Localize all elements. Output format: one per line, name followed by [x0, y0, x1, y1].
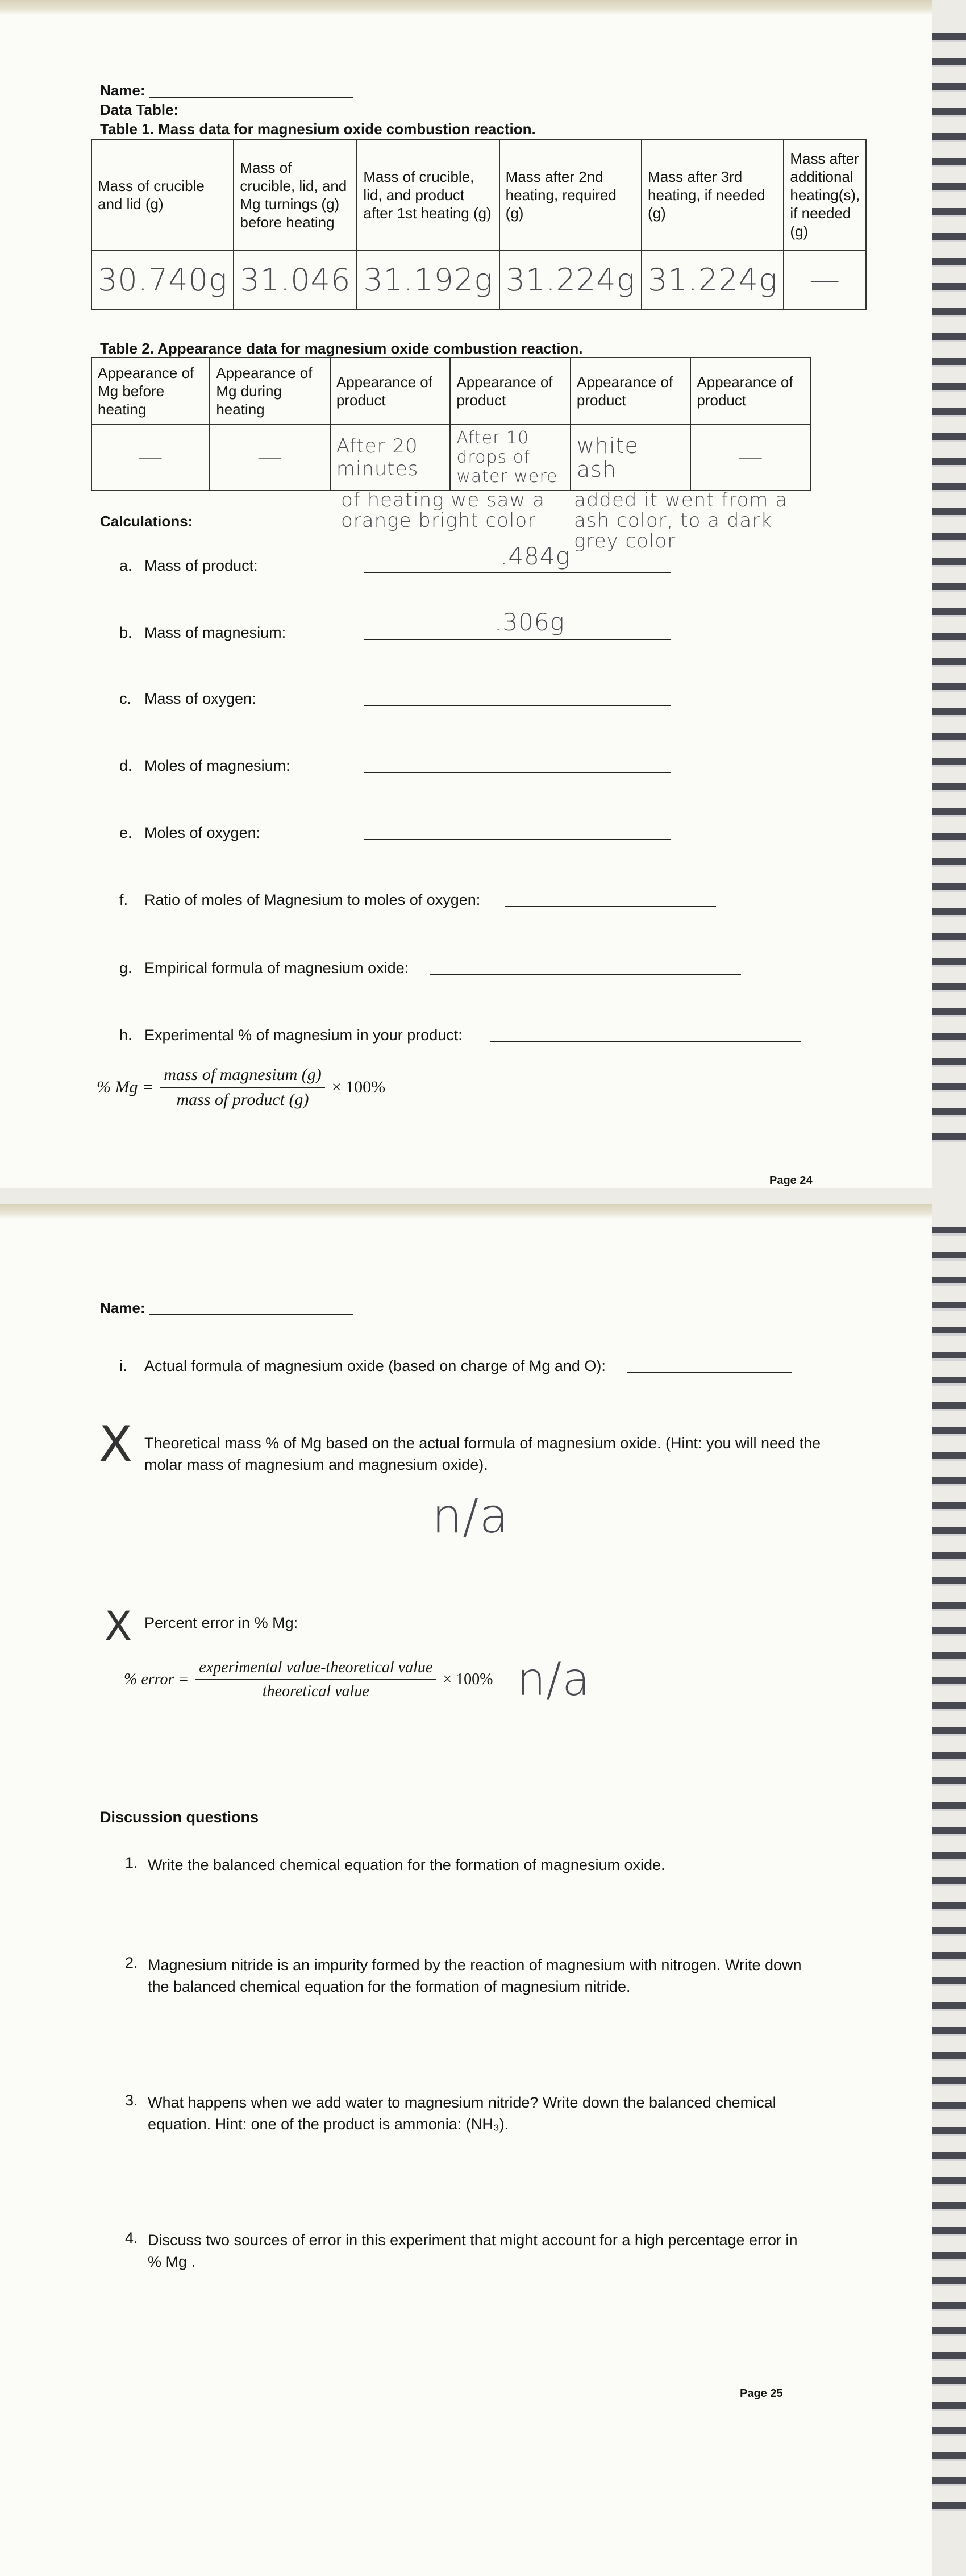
discussion-question-1 [125, 1854, 807, 1876]
calc-letter: g. [119, 959, 132, 977]
name-label: Name: [100, 82, 145, 99]
discussion-title: Discussion questions [100, 1809, 259, 1826]
formula-lhs: % Mg = [97, 1078, 154, 1096]
table1-title: Table 1. Mass data for magnesium oxide combustion reaction. [100, 121, 536, 138]
table1-cell: 31.224g [499, 251, 642, 310]
data-table-label: Data Table: [100, 101, 179, 118]
page-number: Page 24 [769, 1174, 813, 1187]
spiral-binding [932, 23, 966, 1148]
handwritten-note-heating: of heating we saw a orange bright color [341, 489, 545, 532]
answer-line-d[interactable] [364, 772, 671, 773]
table1-cell: 31.224g [642, 251, 784, 310]
calculations-label: Calculations: [100, 513, 193, 530]
calc-item-g [119, 959, 409, 977]
question-number: 1. [125, 1854, 138, 1871]
torn-edge [0, 1204, 932, 1219]
discussion-question-3 [125, 2092, 807, 2135]
item-i-letter: i. [119, 1357, 127, 1374]
formula-tail: × 100% [331, 1078, 386, 1096]
calc-letter: h. [119, 1027, 132, 1044]
table2-header: Appearance of Mg before heating [91, 358, 210, 425]
question-number: 4. [125, 2229, 138, 2246]
name-line[interactable] [149, 1314, 353, 1315]
calc-label: Ratio of moles of Magnesium to moles of oxygen: [144, 891, 481, 908]
table1-cell: 31.192g [357, 251, 499, 310]
calc-letter: d. [119, 757, 132, 774]
table1-cell: 30.740g [91, 251, 234, 310]
theoretical-answer: n/a [432, 1488, 510, 1544]
discussion-question-4 [125, 2229, 807, 2272]
table2-cell: white ash [571, 425, 691, 491]
table2-title: Table 2. Appearance data for magnesium oxide combustion reaction. [100, 340, 583, 357]
table2-cell: — [210, 425, 330, 491]
calc-item-e [119, 824, 260, 842]
answer-line-b[interactable] [364, 639, 671, 640]
table2-header: Appearance of product [450, 358, 571, 425]
answer-line-h[interactable] [490, 1041, 801, 1042]
item-theoretical-mass: Theoretical mass % of Mg based on the actual formula of magnesium oxide. (Hint: you will need the molar mass of magnesium and magnesium oxide). [144, 1435, 821, 1473]
item-percent-error: Percent error in % Mg: [144, 1614, 298, 1631]
cross-mark: X [99, 1416, 132, 1473]
calc-answer-b: .306g [494, 608, 565, 636]
answer-line-f[interactable] [505, 906, 716, 907]
table2-cell: — [91, 425, 210, 491]
handwritten-note-water: added it went from a ash color, to a dark grey color [574, 489, 788, 552]
calc-item-d [119, 757, 290, 775]
answer-line-a[interactable] [364, 572, 671, 573]
table2-header: Appearance of product [690, 358, 811, 425]
table1-header: Mass after additional heating(s), if needed (g) [784, 139, 866, 251]
table1-header: Mass after 3rd heating, if needed (g) [642, 139, 784, 251]
calc-letter: e. [119, 824, 132, 841]
table2-cell: — [690, 425, 811, 491]
calc-label: Mass of product: [144, 557, 258, 574]
answer-line-c[interactable] [364, 705, 671, 706]
calc-label: Moles of oxygen: [144, 824, 261, 841]
cross-mark: X [105, 1603, 132, 1650]
item-i [119, 1357, 606, 1375]
formula-denominator: mass of product (g) [176, 1090, 309, 1109]
error-formula-tail: × 100% [443, 1670, 493, 1688]
worksheet-page-24 [0, 0, 932, 1188]
table1-header: Mass of crucible and lid (g) [91, 139, 234, 251]
formula-numerator: mass of magnesium (g) [160, 1065, 325, 1088]
calc-label: Moles of magnesium: [144, 757, 290, 774]
mass-data-table [91, 139, 867, 310]
question-text: Discuss two sources of error in this experiment that might account for a high percentage error in % Mg . [148, 2232, 798, 2270]
discussion-question-2 [125, 1954, 807, 1997]
calc-item-f [119, 891, 480, 909]
error-answer: n/a [517, 1653, 591, 1706]
name-label: Name: [100, 1299, 145, 1316]
answer-line-i[interactable] [627, 1372, 792, 1373]
calc-label: Mass of magnesium: [144, 624, 286, 641]
worksheet-page-25 [0, 1204, 932, 2576]
calc-label: Mass of oxygen: [144, 690, 256, 707]
table2-cell: After 20 minutes [330, 425, 451, 491]
error-formula-fraction [195, 1659, 436, 1701]
table1-header: Mass of crucible, lid, and Mg turnings (g) before heating [234, 139, 357, 251]
calc-label: Experimental % of magnesium in your product: [144, 1027, 463, 1044]
percent-mg-formula [97, 1065, 385, 1110]
answer-line-e[interactable] [364, 839, 671, 840]
calc-letter: f. [119, 891, 128, 908]
calc-letter: a. [119, 557, 132, 574]
item-i-label: Actual formula of magnesium oxide (based on charge of Mg and O): [144, 1357, 606, 1374]
calc-label: Empirical formula of magnesium oxide: [144, 959, 409, 977]
error-formula-lhs: % error = [124, 1670, 189, 1688]
spiral-binding [932, 1216, 966, 2524]
question-text: What happens when we add water to magnesium nitride? Write down the balanced chemical equation. Hint: one of the product is ammonia: (NH₃). [148, 2094, 776, 2133]
question-number: 2. [125, 1954, 138, 1971]
calc-item-c [119, 690, 256, 708]
error-formula-denominator: theoretical value [262, 1682, 369, 1700]
table1-cell: 31.046 [234, 251, 357, 310]
percent-error-formula [124, 1653, 590, 1706]
error-formula-numerator: experimental value-theoretical value [195, 1659, 436, 1680]
table2-header: Appearance of product [330, 358, 451, 425]
table1-header: Mass after 2nd heating, required (g) [499, 139, 642, 251]
question-text: Write the balanced chemical equation for the formation of magnesium oxide. [148, 1856, 665, 1873]
torn-edge [0, 0, 932, 15]
calc-item-b [119, 624, 286, 642]
name-line[interactable] [149, 97, 353, 98]
question-text: Magnesium nitride is an impurity formed by the reaction of magnesium with nitrogen. Write down the balanced chemical equation for the formation of magnesium nitride. [148, 1956, 802, 1995]
table1-cell: — [784, 251, 866, 310]
calc-letter: c. [119, 690, 132, 707]
answer-line-g[interactable] [430, 974, 741, 975]
formula-fraction [160, 1065, 325, 1110]
table2-header: Appearance of product [571, 358, 691, 425]
calc-answer-a: .484g [500, 542, 571, 570]
calc-letter: b. [119, 624, 132, 641]
question-number: 3. [125, 2092, 138, 2109]
table2-cell: After 10 drops of water were [450, 425, 571, 491]
calc-item-a [119, 557, 258, 575]
table2-header: Appearance of Mg during heating [210, 358, 330, 425]
table1-header: Mass of crucible, lid, and product after 1st heating (g) [357, 139, 499, 251]
calc-item-h [119, 1027, 463, 1044]
appearance-data-table [91, 357, 811, 491]
page-number: Page 25 [740, 2387, 783, 2400]
